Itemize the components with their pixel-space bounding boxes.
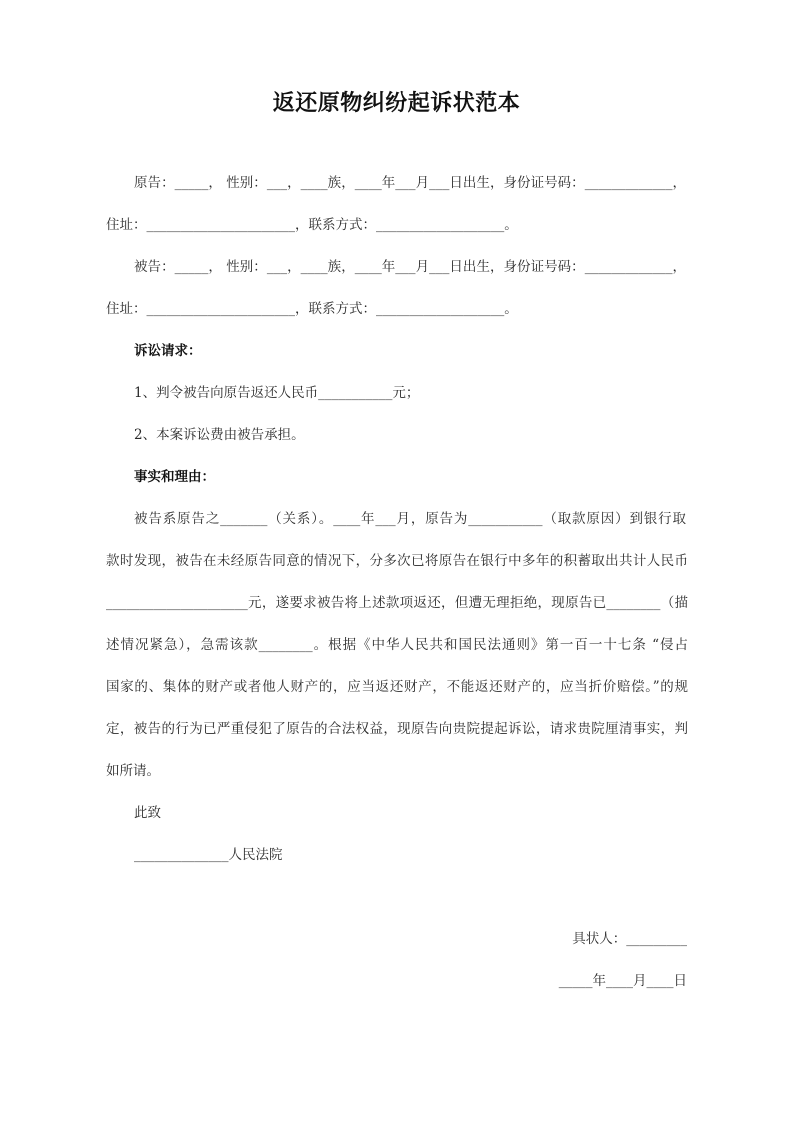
- court-name: ______________人民法院: [134, 847, 283, 863]
- document-title: 返还原物纠纷起诉状范本: [272, 90, 521, 116]
- plaintiff-line-1: 原告：_____， 性别：___，____族，____年___月___日出生，身份证号码：_____________，: [134, 175, 686, 191]
- plaintiff-line-2: 住址：______________________，联系方式：___________________。: [106, 217, 518, 233]
- facts-line: 定，被告的行为已严重侵犯了原告的合法权益，现原告向贵院提起诉讼，请求贵院厘清事实，判: [106, 721, 688, 737]
- claim-item-1: 1、判令被告向原告返还人民币___________元；: [134, 385, 420, 401]
- signer-line: 具状人：_________: [572, 931, 687, 947]
- facts-line: 如所请。: [106, 763, 160, 779]
- defendant-line-1: 被告：_____， 性别：___，____族，____年___月___日出生，身份证号码：_____________，: [134, 259, 686, 275]
- facts-line: 国家的、集体的财产或者他人财产的，应当返还财产，不能返还财产的，应当折价赔偿。”的规: [106, 679, 688, 695]
- facts-line: _____________________元，遂要求被告将上述款项返还，但遭无理拒绝，现原告已________（描: [106, 595, 688, 611]
- facts-line: 述情况紧急），急需该款________。根据《中华人民共和国民法通则》第一百一十七条 “侵占: [106, 637, 688, 653]
- claim-item-2: 2、本案诉讼费由被告承担。: [134, 427, 305, 443]
- claims-heading: 诉讼请求：: [134, 343, 202, 359]
- date-line: _____年____月____日: [558, 973, 687, 989]
- facts-line: 款时发现，被告在未经原告同意的情况下，分多次已将原告在银行中多年的积蓄取出共计人民币: [106, 553, 688, 569]
- salutation: 此致: [134, 805, 161, 821]
- defendant-line-2: 住址：______________________，联系方式：___________________。: [106, 301, 518, 317]
- facts-heading: 事实和理由：: [134, 469, 215, 485]
- facts-line: 被告系原告之_______（关系）。____年___月，原告为___________（取款原因）到银行取: [134, 511, 686, 527]
